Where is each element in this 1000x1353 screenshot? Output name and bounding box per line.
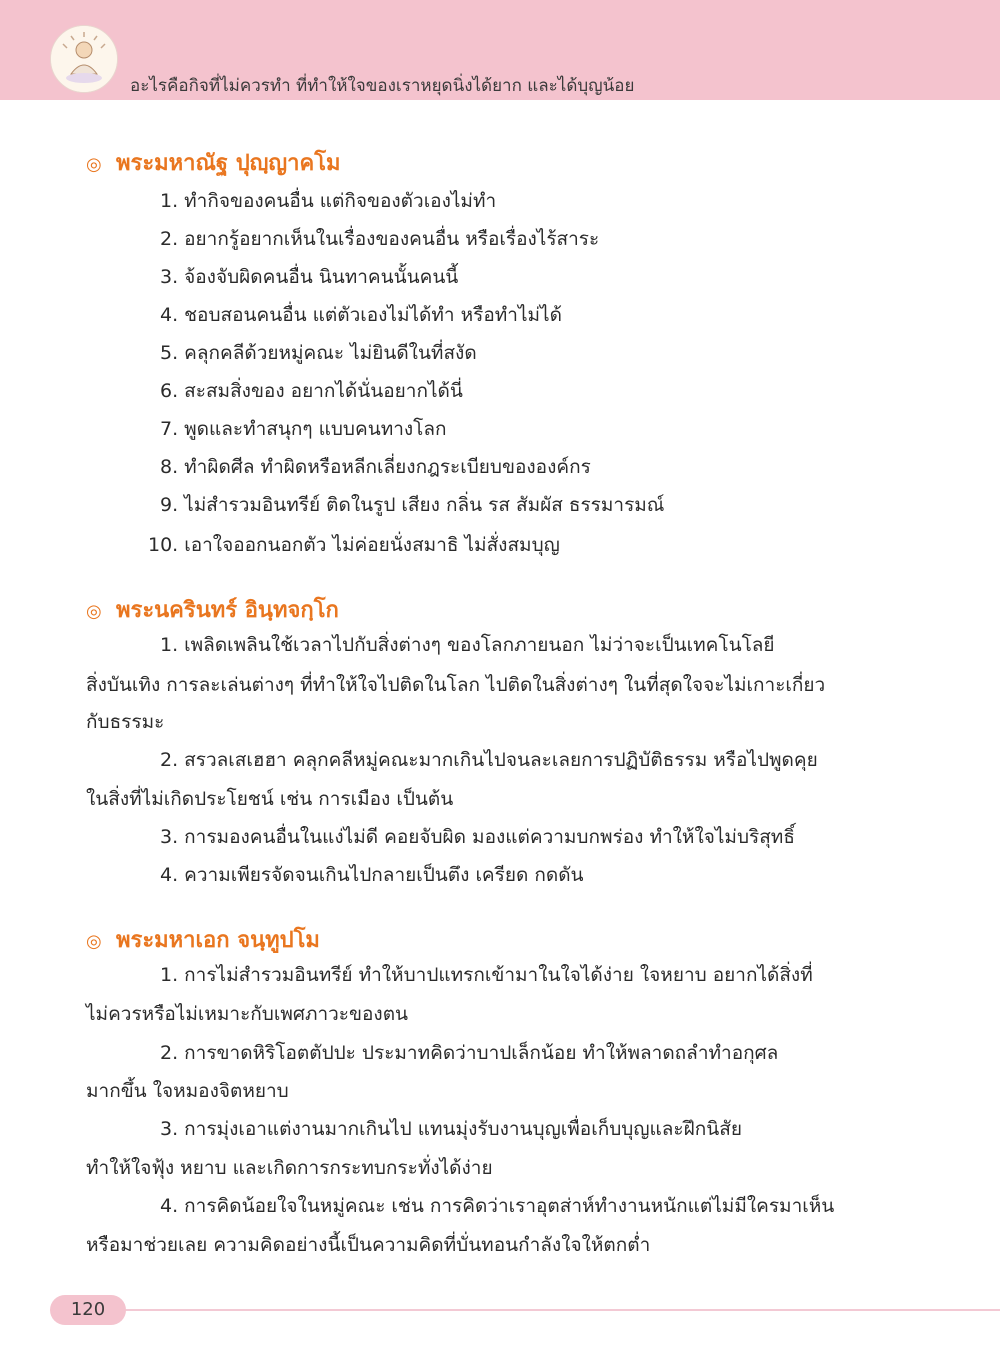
paragraph-line: ในสิ่งที่ไม่เกิดประโยชน์ เช่น การเมือง เป็นต้น [86, 788, 454, 810]
paragraph-line: 4. ความเพียรจัดจนเกินไปกลายเป็นตึง เครียด กดดัน [160, 864, 584, 886]
list-item: 3. จ้องจับผิดคนอื่น นินทาคนนั้นคนนี้ [160, 266, 459, 288]
list-item: 8. ทำผิดศีล ทำผิดหรือหลีกเลี่ยงกฎระเบียบขององค์กร [160, 456, 591, 478]
paragraph-line: สิ่งบันเทิง การละเล่นต่างๆ ที่ทำให้ใจไปติดในโลก ไปติดในสิ่งต่างๆ ในที่สุดใจจะไม่เกาะเกี่ยว [86, 674, 826, 696]
paragraph-line: ทำให้ใจฟุ้ง หยาบ และเกิดการกระทบกระทั่งได้ง่าย [86, 1157, 493, 1179]
list-item: 1. ทำกิจของคนอื่น แต่กิจของตัวเองไม่ทำ [160, 190, 497, 212]
paragraph-line: หรือมาช่วยเลย ความคิดอย่างนี้เป็นความคิดที่บั่นทอนกำลังใจให้ตกต่ำ [86, 1234, 651, 1256]
paragraph-line: 4. การคิดน้อยใจในหมู่คณะ เช่น การคิดว่าเราอุตส่าห์ทำงานหนักแต่ไม่มีใครมาเห็น [160, 1195, 835, 1217]
paragraph-line: 2. สรวลเสเฮฮา คลุกคลีหมู่คณะมากเกินไปจนละเลยการปฏิบัติธรรม หรือไปพูดคุย [160, 749, 818, 771]
header-title: อะไรคือกิจที่ไม่ควรทำ ที่ทำให้ใจของเราหยุดนิ่งได้ยาก และได้บุญน้อย [130, 76, 635, 96]
list-item: 7. พูดและทำสนุกๆ แบบคนทางโลก [160, 418, 447, 440]
list-item: 9. ไม่สำรวมอินทรีย์ ติดในรูป เสียง กลิ่น รส สัมผัส ธรรมารมณ์ [160, 494, 665, 516]
bullet-icon: ◎ [86, 154, 102, 175]
section-heading [86, 592, 339, 627]
section-title: พระมหาณัฐ ปุญฺญาคโม [116, 151, 341, 176]
paragraph-line: 1. เพลิดเพลินใช้เวลาไปกับสิ่งต่างๆ ของโลกภายนอก ไม่ว่าจะเป็นเทคโนโลยี [160, 634, 775, 656]
paragraph-line: 1. การไม่สำรวมอินทรีย์ ทำให้บาปแทรกเข้ามาในใจได้ง่าย ใจหยาบ อยากได้สิ่งที่ [160, 964, 813, 986]
page-header [0, 0, 1000, 100]
meditating-monk-icon [50, 25, 118, 93]
list-item: 6. สะสมสิ่งของ อยากได้นั่นอยากได้นี่ [160, 380, 463, 402]
list-item: 2. อยากรู้อยากเห็นในเรื่องของคนอื่น หรือเรื่องไร้สาระ [160, 228, 600, 250]
paragraph-line: 3. การมองคนอื่นในแง่ไม่ดี คอยจับผิด มองแต่ความบกพร่อง ทำให้ใจไม่บริสุทธิ์ [160, 826, 795, 848]
footer-divider [120, 1309, 1000, 1311]
section-heading [86, 145, 341, 180]
list-item: 4. ชอบสอนคนอื่น แต่ตัวเองไม่ได้ทำ หรือทำไม่ได้ [160, 304, 562, 326]
paragraph-line: กับธรรมะ [86, 711, 165, 733]
list-item: 5. คลุกคลีด้วยหมู่คณะ ไม่ยินดีในที่สงัด [160, 342, 477, 364]
paragraph-line: ไม่ควรหรือไม่เหมาะกับเพศภาวะของตน [86, 1003, 409, 1025]
section-title: พระมหาเอก จนฺทูปโม [116, 928, 320, 953]
paragraph-line: 3. การมุ่งเอาแต่งานมากเกินไป แทนมุ่งรับงานบุญเพื่อเก็บบุญและฝึกนิสัย [160, 1118, 742, 1140]
bullet-icon: ◎ [86, 601, 102, 622]
section-heading [86, 922, 320, 957]
bullet-icon: ◎ [86, 931, 102, 952]
page-number: 120 [50, 1295, 126, 1325]
list-item: 10. เอาใจออกนอกตัว ไม่ค่อยนั่งสมาธิ ไม่สั่งสมบุญ [148, 534, 560, 556]
paragraph-line: มากขึ้น ใจหมองจิตหยาบ [86, 1080, 289, 1102]
section-title: พระนครินทร์ อินฺทจกฺโก [116, 598, 339, 623]
paragraph-line: 2. การขาดหิริโอตตัปปะ ประมาทคิดว่าบาปเล็กน้อย ทำให้พลาดถลำทำอกุศล [160, 1042, 779, 1064]
